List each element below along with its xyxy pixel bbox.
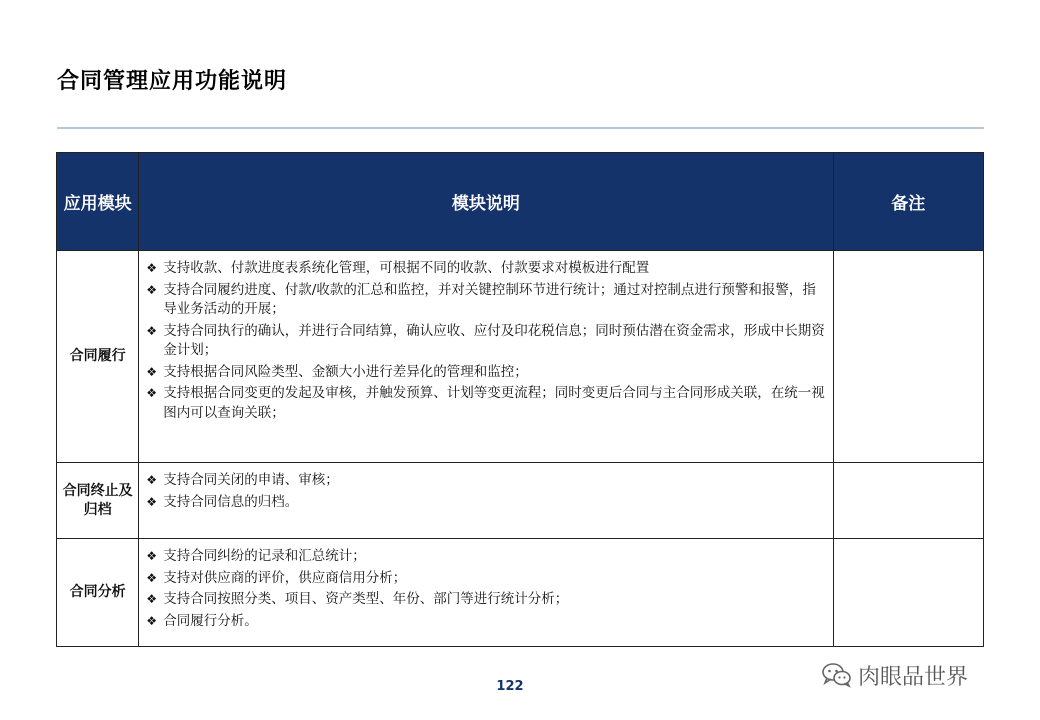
list-item: [145, 322, 826, 361]
list-item: [145, 590, 826, 610]
notes-cell: [833, 251, 984, 463]
list-item-text: 支持合同执行的确认，并进行合同结算，确认应收、应付及印花税信息；同时预估潜在资金需求，形成中长期资金计划；: [163, 322, 825, 358]
watermark: [822, 660, 968, 690]
list-item-text: 支持收款、付款进度表系统化管理，可根据不同的收款、付款要求对模板进行配置: [163, 260, 650, 276]
list-item: [145, 569, 826, 589]
module-name: 合同履行: [57, 251, 139, 463]
bullet-icon: ❖: [146, 494, 158, 509]
list-item-text: 支持合同纠纷的记录和汇总统计；: [163, 548, 366, 564]
watermark-text: 肉眼品世界: [858, 664, 969, 690]
list-item: [145, 612, 826, 632]
list-item-text: 支持合同信息的归档。: [163, 493, 299, 510]
bullet-icon: ❖: [146, 570, 158, 585]
header-module: 应用模块: [57, 153, 139, 251]
table-row: [57, 539, 984, 647]
list-item: [145, 281, 826, 320]
module-description: [139, 539, 833, 647]
list-item: [145, 384, 826, 423]
bullet-icon: ❖: [146, 592, 158, 606]
list-item-text: 支持根据合同变更的发起及审核，并触发预算、计划等变更流程；同时变更后合同与主合同形成关联，在统一视图内可以查询关联；: [163, 385, 825, 421]
table-row: [57, 463, 984, 539]
list-item-text: 支持合同按照分类、项目、资产类型、年份、部门等进行统计分析；: [163, 591, 569, 607]
list-item: [145, 493, 826, 513]
bullet-list: [145, 259, 826, 423]
bullet-icon: ❖: [146, 613, 158, 628]
list-item-text: 支持合同履约进度、付款/收款的汇总和监控，并对关键控制环节进行统计；通过对控制点进行预警和报警，指导业务活动的开展；: [163, 281, 816, 317]
notes-cell: [833, 463, 984, 539]
bullet-icon: ❖: [146, 323, 158, 338]
page-title: 合同管理应用功能说明: [57, 69, 288, 94]
list-item-text: 合同履行分析。: [163, 612, 258, 629]
bullet-icon: ❖: [146, 282, 158, 297]
bullet-icon: ❖: [146, 386, 158, 400]
wechat-icon: [822, 662, 852, 688]
title-divider: [57, 127, 984, 129]
module-name: 合同终止及归档: [57, 463, 139, 539]
table-row: [57, 251, 984, 463]
function-table: [56, 152, 984, 647]
bullet-icon: ❖: [146, 473, 158, 487]
bullet-icon: ❖: [146, 549, 158, 563]
header-description: 模块说明: [139, 153, 833, 251]
bullet-icon: ❖: [146, 261, 158, 275]
list-item-text: 支持合同关闭的申请、审核；: [163, 472, 339, 488]
bullet-list: [145, 471, 826, 512]
bullet-icon: ❖: [146, 364, 158, 379]
page-number: 122: [496, 679, 524, 694]
list-item: [145, 259, 826, 279]
module-name: 合同分析: [57, 539, 139, 647]
list-item: [145, 471, 826, 491]
module-description: [139, 463, 833, 539]
list-item: [145, 363, 826, 383]
list-item-text: 支持根据合同风险类型、金额大小进行差异化的管理和监控；: [163, 363, 528, 380]
list-item-text: 支持对供应商的评价，供应商信用分析；: [163, 569, 407, 586]
bullet-list: [145, 547, 826, 631]
module-description: [139, 251, 833, 463]
notes-cell: [833, 539, 984, 647]
header-notes: 备注: [833, 153, 984, 251]
table-header-row: [57, 153, 984, 251]
list-item: [145, 547, 826, 567]
